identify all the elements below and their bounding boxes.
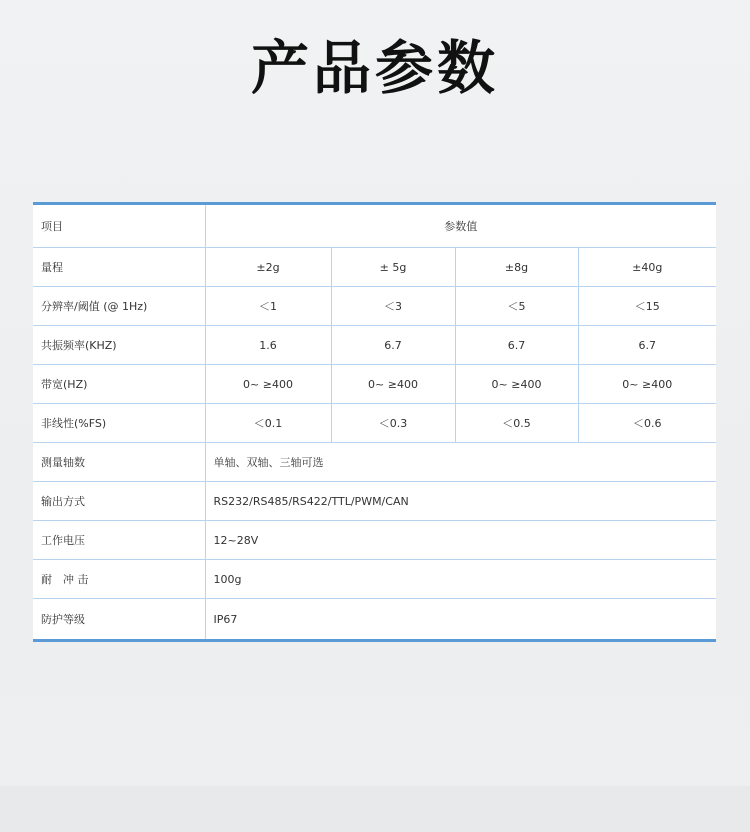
table-cell: 0~ ≥400 (331, 365, 455, 404)
table-cell: RS232/RS485/RS422/TTL/PWM/CAN (205, 482, 716, 521)
table-cell: 1.6 (205, 326, 331, 365)
bottom-band (0, 786, 750, 832)
table-cell: ＜0.5 (455, 404, 578, 443)
row-label: 非线性(%FS) (33, 404, 205, 443)
table-cell: ＜0.3 (331, 404, 455, 443)
row-label: 分辨率/阈值 (@ 1Hz) (33, 287, 205, 326)
table-cell: 单轴、双轴、三轴可选 (205, 443, 716, 482)
table-cell: 0~ ≥400 (205, 365, 331, 404)
row-label: 工作电压 (33, 521, 205, 560)
table-cell: ±40g (578, 248, 716, 287)
header-item-cell: 项目 (33, 205, 205, 248)
table-cell: ＜1 (205, 287, 331, 326)
table-cell: ±8g (455, 248, 578, 287)
table-cell: 0~ ≥400 (455, 365, 578, 404)
table-cell: ＜5 (455, 287, 578, 326)
spec-table-container (33, 202, 716, 642)
header-value-cell: 参数值 (205, 205, 716, 248)
row-label: 带宽(HZ) (33, 365, 205, 404)
table-row-range (33, 248, 716, 287)
table-cell: 0~ ≥400 (578, 365, 716, 404)
table-row-shock (33, 560, 716, 599)
table-cell: 100g (205, 560, 716, 599)
table-row-output (33, 482, 716, 521)
row-label: 防护等级 (33, 599, 205, 640)
table-cell: ＜0.6 (578, 404, 716, 443)
table-row-nonlinearity (33, 404, 716, 443)
table-cell: 6.7 (578, 326, 716, 365)
row-label: 输出方式 (33, 482, 205, 521)
table-row-voltage (33, 521, 716, 560)
table-cell: ＜0.1 (205, 404, 331, 443)
table-cell: IP67 (205, 599, 716, 640)
row-label: 共振频率(KHZ) (33, 326, 205, 365)
table-cell: 12~28V (205, 521, 716, 560)
table-row-axes (33, 443, 716, 482)
page-title: 产品参数 (250, 34, 499, 102)
spec-table (33, 205, 716, 639)
table-header-row (33, 205, 716, 248)
table-row-resonance (33, 326, 716, 365)
row-label: 测量轴数 (33, 443, 205, 482)
row-label: 耐 冲 击 (33, 560, 205, 599)
table-cell: 6.7 (455, 326, 578, 365)
table-cell: ＜3 (331, 287, 455, 326)
table-cell: ±2g (205, 248, 331, 287)
row-label: 量程 (33, 248, 205, 287)
table-row-bandwidth (33, 365, 716, 404)
table-row-protection (33, 599, 716, 640)
table-row-resolution (33, 287, 716, 326)
table-cell: ± 5g (331, 248, 455, 287)
table-cell: ＜15 (578, 287, 716, 326)
table-cell: 6.7 (331, 326, 455, 365)
